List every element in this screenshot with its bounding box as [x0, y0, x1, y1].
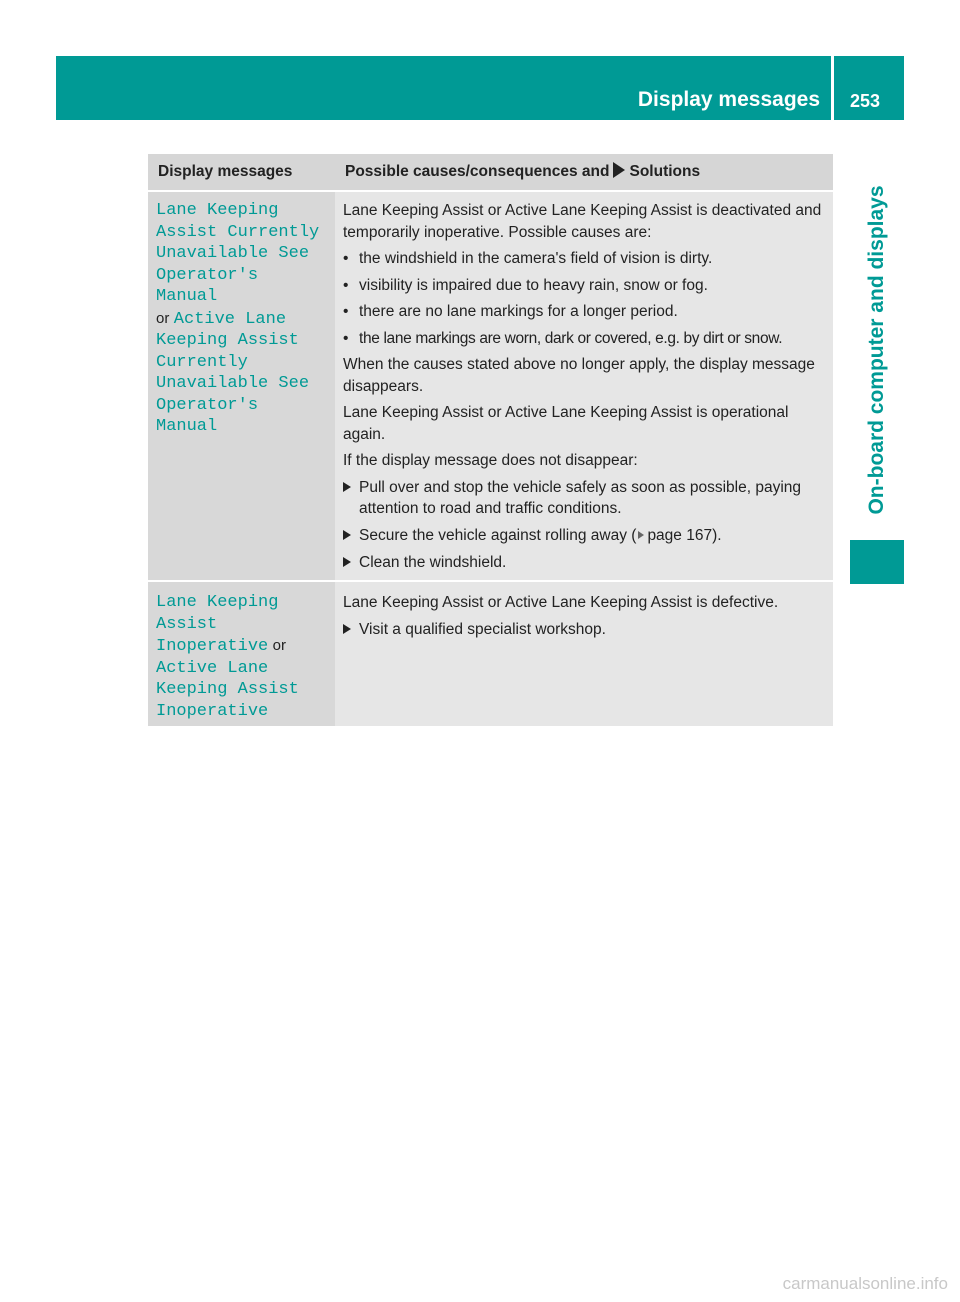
message-text: Lane Keeping [156, 593, 279, 612]
paragraph: Lane Keeping Assist or Active Lane Keeping Assist is operational again. [343, 404, 789, 443]
bullet-icon: • [343, 250, 349, 267]
bullet-icon: • [343, 276, 349, 294]
message-text: Inoperative [156, 701, 269, 721]
message-text: Lane Keeping [156, 201, 279, 220]
list-item [343, 275, 827, 297]
list-item-text: visibility is impaired due to heavy rain, snow or fog. [359, 276, 708, 294]
message-text: Active Lane [156, 658, 269, 678]
step-item [343, 619, 827, 642]
page-reference-link[interactable]: page 167 [647, 526, 713, 544]
list-item-text: the windshield in the camera's field of vision is dirty. [359, 250, 713, 267]
message-text: Active Lane [173, 309, 287, 329]
list-item [343, 328, 827, 350]
column-header-messages: Display messages [158, 163, 293, 180]
step-text: Secure the vehicle against rolling away ( [359, 526, 637, 544]
step-item [343, 477, 827, 520]
bullet-icon: • [343, 329, 349, 347]
causes-cell [335, 582, 833, 726]
step-text: Pull over and stop the vehicle safely as soon as possible, paying attention to road and traffic conditions. [359, 478, 802, 517]
message-text: Assist [156, 614, 218, 634]
step-arrow-icon [343, 530, 351, 540]
message-text: Keeping Assist [156, 331, 299, 350]
paragraph: Lane Keeping Assist or Active Lane Keeping Assist is defective. [343, 594, 779, 611]
or-word: or [272, 637, 287, 654]
causes-intro: Lane Keeping Assist or Active Lane Keeping Assist is deactivated and temporarily inoperative. Possible causes are: [343, 202, 822, 241]
paragraph: If the display message does not disappear: [343, 452, 638, 469]
list-item [343, 248, 827, 270]
header-divider [831, 56, 834, 120]
paragraph: When the causes stated above no longer apply, the display message disappears. [343, 356, 815, 395]
display-messages-table [148, 154, 833, 726]
column-header-causes [335, 154, 833, 190]
message-cell [148, 582, 335, 726]
message-text: Operator's Manual [156, 395, 259, 436]
column-header-solutions: Solutions [629, 163, 701, 180]
causes-cell [335, 192, 833, 580]
step-arrow-icon [343, 624, 351, 634]
table-row [148, 580, 833, 726]
list-item [343, 301, 827, 323]
step-text: ). [712, 526, 722, 544]
step-arrow-icon [343, 557, 351, 567]
table-row [148, 190, 833, 580]
message-text: Unavailable See [156, 244, 310, 263]
message-text: Keeping Assist [156, 680, 299, 699]
list-item-text: the lane markings are worn, dark or covered, e.g. by dirt or snow. [359, 329, 783, 347]
list-item-text: there are no lane markings for a longer period. [359, 303, 678, 320]
page-title: Display messages [637, 88, 820, 111]
step-text: Clean the windshield. [359, 554, 507, 571]
page-number: 253 [849, 91, 880, 111]
step-item [343, 525, 827, 548]
or-word: or [156, 309, 170, 327]
message-text: Unavailable See [156, 374, 310, 393]
message-text: Operator's Manual [156, 265, 259, 306]
message-text: Currently [156, 352, 248, 372]
side-tab-marker [850, 540, 904, 584]
side-tab-label: On-board computer and displays [865, 185, 888, 515]
page-reference-icon [638, 531, 644, 539]
message-text: Assist Currently [156, 222, 320, 242]
step-item [343, 552, 827, 575]
solution-arrow-icon [613, 162, 625, 178]
message-text: Inoperative [156, 637, 269, 656]
column-header-causes-prefix: Possible causes/consequences and [345, 163, 610, 180]
step-arrow-icon [343, 482, 351, 492]
message-cell [148, 192, 335, 580]
step-text: Visit a qualified specialist workshop. [359, 620, 606, 638]
watermark: carmanualsonline.info [782, 1274, 948, 1293]
bullet-icon: • [343, 303, 349, 320]
page-header [56, 56, 904, 120]
table-header-row [148, 154, 833, 190]
